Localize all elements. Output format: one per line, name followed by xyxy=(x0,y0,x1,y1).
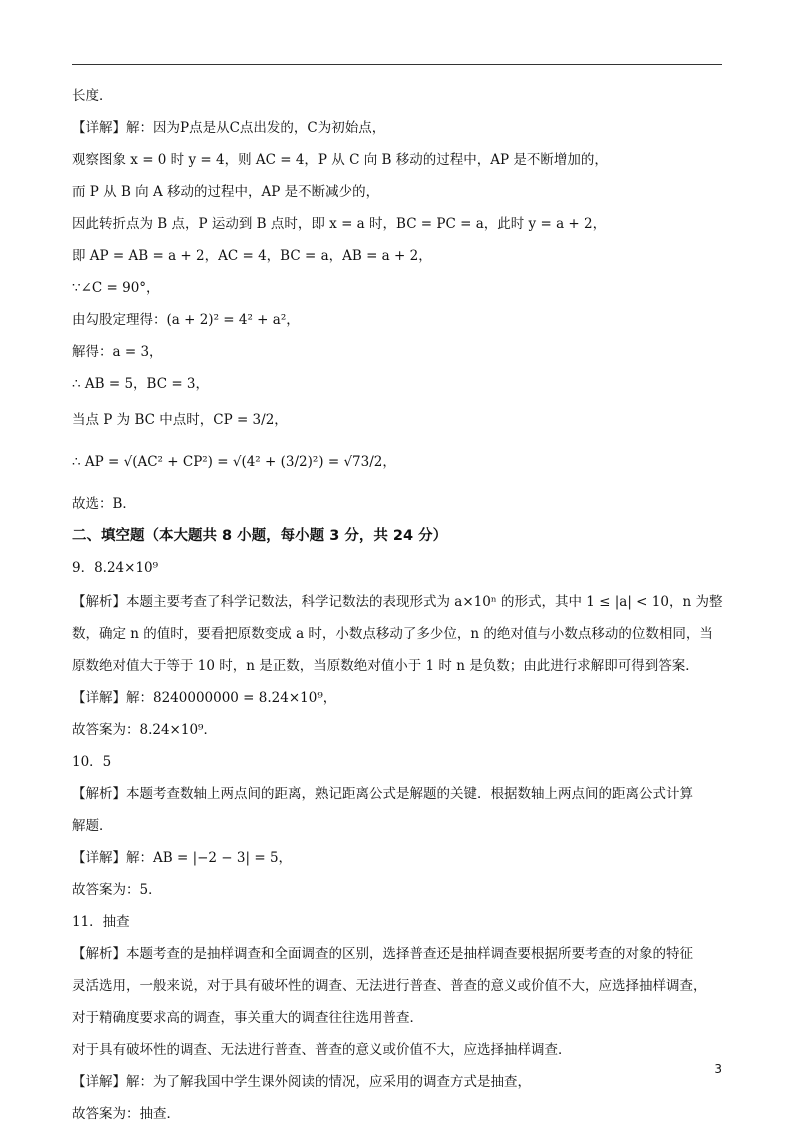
text-line: ∴ AP = √(AC² + CP²) = √(4² + (3/2)²) = √73/2， xyxy=(72,454,396,470)
text-line: 原数绝对值大于等于 10 时，n 是正数，当原数绝对值小于 1 时 n 是负数；由此进行求解即可得到答案． xyxy=(72,658,699,674)
question-answer: 9．8.24×10⁹ xyxy=(72,560,159,576)
text-line: 即 AP = AB = a + 2，AC = 4，BC = a，AB = a + 2， xyxy=(72,248,432,264)
page-number: 3 xyxy=(714,1062,722,1076)
text-line: 而 P 从 B 向 A 移动的过程中，AP 是不断减少的， xyxy=(72,184,380,200)
text-line: 灵活选用，一般来说，对于具有破坏性的调查、无法进行普查、普查的意义或价值不大，应选择抽样调查， xyxy=(72,978,707,994)
text-line: 【详解】解：因为P点是从C点出发的，C为初始点， xyxy=(72,120,386,136)
text-line: 长度． xyxy=(72,88,113,104)
text-line: 故答案为：抽查． xyxy=(72,1106,180,1122)
text-line: ∵∠C = 90°， xyxy=(72,280,160,296)
text-line: 【解析】本题主要考查了科学记数法，科学记数法的表现形式为 a×10ⁿ 的形式，其中 1 ≤ |a| < 10，n 为整 xyxy=(72,594,723,610)
text-line: 解题． xyxy=(72,818,113,834)
text-line: 对于具有破坏性的调查、无法进行普查、普查的意义或价值不大，应选择抽样调查． xyxy=(72,1042,572,1058)
text-line: 【解析】本题考查数轴上两点间的距离，熟记距离公式是解题的关键．根据数轴上两点间的距离公式计算 xyxy=(72,786,693,802)
text-line: 故答案为：5． xyxy=(72,882,162,898)
text-line: 故答案为：8.24×10⁹． xyxy=(72,722,217,738)
text-line: 【详解】解：8240000000 = 8.24×10⁹， xyxy=(72,690,337,706)
text-line: ∴ AB = 5，BC = 3， xyxy=(72,376,210,392)
section-heading: 二、填空题（本大题共 8 小题，每小题 3 分，共 24 分） xyxy=(72,528,448,544)
text-line: 因此转折点为 B 点，P 运动到 B 点时，即 x = a 时，BC = PC = a，此时 y = a + 2， xyxy=(72,216,607,232)
text-line: 【详解】解：AB = |−2 − 3| = 5， xyxy=(72,850,293,866)
text-line: 观察图象 x = 0 时 y = 4，则 AC = 4，P 从 C 向 B 移动的过程中，AP 是不断增加的， xyxy=(72,152,608,168)
text-line: 故选：B． xyxy=(72,496,136,512)
text-line: 数，确定 n 的值时，要看把原数变成 a 时，小数点移动了多少位，n 的绝对值与小数点移动的位数相同，当 xyxy=(72,626,713,642)
header-rule xyxy=(72,64,722,65)
text-line: 对于精确度要求高的调查，事关重大的调查往往选用普查． xyxy=(72,1010,423,1026)
question-answer: 10．5 xyxy=(72,754,112,770)
text-line: 由勾股定理得：(a + 2)² = 4² + a²， xyxy=(72,312,300,328)
text-line: 解得：a = 3， xyxy=(72,344,163,360)
text-line: 当点 P 为 BC 中点时，CP = 3/2， xyxy=(72,412,288,428)
text-line: 【解析】本题考查的是抽样调查和全面调查的区别，选择普查还是抽样调查要根据所要考查的对象的特征 xyxy=(72,946,693,962)
text-line: 【详解】解：为了解我国中学生课外阅读的情况，应采用的调查方式是抽查， xyxy=(72,1074,531,1090)
question-answer: 11．抽查 xyxy=(72,914,130,930)
